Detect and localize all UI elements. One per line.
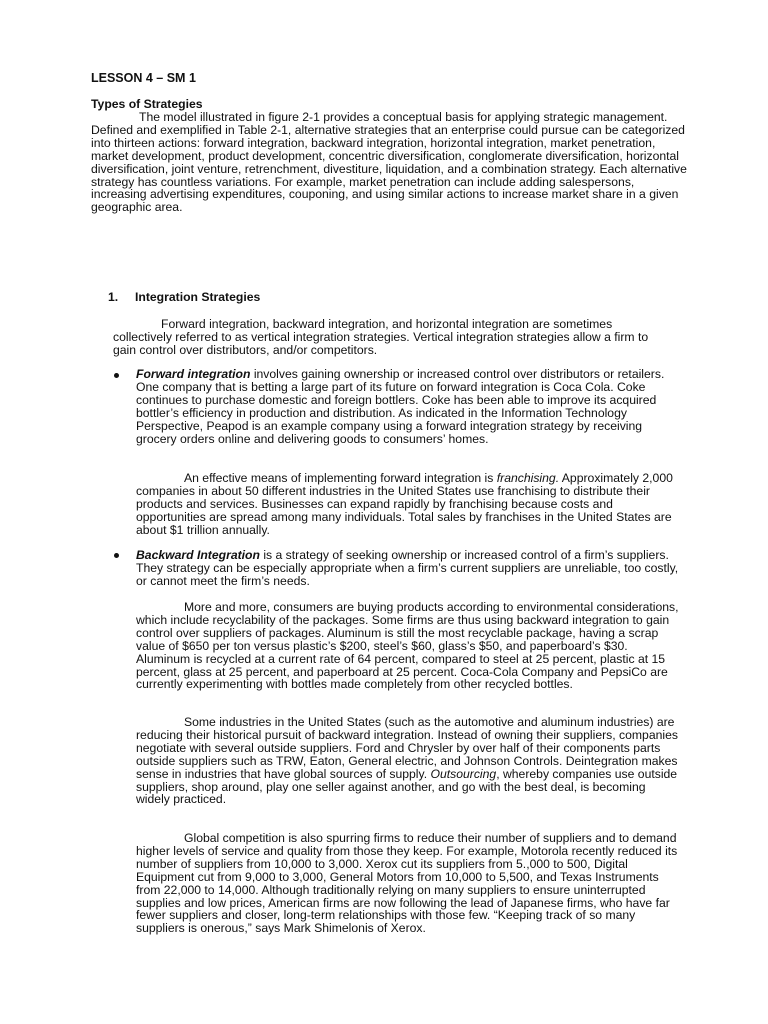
- bullet-dot: [114, 553, 119, 558]
- forward-integration-body: involves gaining ownership or increased control over distributors or retailers. One company that is betting a large part of its future on forward integration is Coca Cola. Coke continues to purchase domestic and foreign bottlers. Coke has been able to improve its acquired bottler’s efficiency in production and distribution. As indicated in the Information Technology Perspective, Peapod is an example company using a forward integration strategy by receiving grocery orders online and delivering goods to consumers’ homes.: [136, 367, 665, 446]
- franchising-pre: An effective means of implementing forward integration is: [184, 471, 497, 485]
- bullet-dot: [114, 373, 119, 378]
- types-paragraph: [91, 111, 687, 214]
- franchising-term: franchising.: [496, 471, 560, 485]
- recyclability-paragraph: [136, 601, 682, 691]
- recyclability-text: More and more, consumers are buying products according to environmental considerations, which include recyclability of the packages. Some firms are thus using backward integration to gain control over suppliers of packages. Aluminum is still the most recyclable package, having a scrap value of $650 per ton versus plastic’s $200, steel’s $60, glass’s $50, and paperboard’s $30. Aluminum is recycled at a current rate of 64 percent, compared to steel at 25 percent, plastic at 15 percent, glass at 25 percent, and paperboard at 25 percent. Coca-Cola Company and PepsiCo are currently experimenting with bottles made completely from other recycled bottles.: [136, 600, 679, 692]
- forward-integration-paragraph: [136, 368, 682, 445]
- integration-heading: [108, 291, 260, 304]
- backward-integration-body: is a strategy of seeking ownership or increased control of a firm’s suppliers. They strategy can be especially appropriate when a firm’s current suppliers are unreliable, too costly, or cannot meet the firm’s needs.: [136, 548, 679, 588]
- franchising-paragraph: [136, 472, 682, 537]
- deintegration-post: , whereby companies use outside suppliers, shop around, play one seller against another, and go with the best deal, is becoming widely practiced.: [136, 766, 678, 807]
- types-heading: Types of Strategies: [91, 97, 203, 111]
- outsourcing-term: Outsourcing: [430, 766, 497, 781]
- global-competition-text: Global competition is also spurring firms to reduce their number of suppliers and to demand higher levels of service and quality from those they keep. For example, Motorola recently reduced its number of suppliers from 10,000 to 3,000. Xerox cut its suppliers from 5.,000 to 500, Digital Equipment cut from 9,000 to 3,000, General Motors from 10,000 to 5,500, and Texas Instruments from 22,000 to 14,000. Although traditionally relying on many suppliers to ensure uninterrupted supplies and low prices, American firms are now following the lead of Japanese firms, who have far fewer suppliers and closer, long-term relationships with those few. “Keeping track of so many suppliers is onerous,” says Mark Shimelonis of Xerox.: [136, 831, 678, 936]
- section-title: Integration Strategies: [135, 290, 261, 304]
- forward-integration-term: Forward integration: [136, 367, 251, 381]
- global-competition-paragraph: [136, 832, 682, 935]
- franchising-post: Approximately 2,000 companies in about 50 different industries in the United States use franchising to distribute their products and services. Businesses can expand rapidly by franchising because costs and opportunities are spread among many individuals. Total sales by franchises in the United States are about $1 trillion annually.: [136, 471, 673, 537]
- integration-intro-text: Forward integration, backward integration, and horizontal integration are sometimes collectively referred to as vertical integration strategies. Vertical integration strategies allow a firm to gain control over distributors, and/or competitors.: [113, 317, 649, 357]
- types-body: The model illustrated in figure 2-1 provides a conceptual basis for applying strategic management. Defined and exemplified in Table 2-1, alternative strategies that an enterprise could pursue can be categorized into thirteen actions: forward integration, backward integration, horizontal integration, market penetration, market development, product development, concentric diversification, conglomerate diversification, horizontal diversification, joint venture, retrenchment, divestiture, liquidation, and a combination strategy. Each alternative strategy has countless variations. For example, market penetration can include adding salespersons, increasing advertising expenditures, couponing, and using similar actions to increase market share in a given geographic area.: [91, 110, 687, 215]
- lesson-title: LESSON 4 – SM 1: [91, 71, 196, 85]
- integration-intro: [113, 318, 673, 357]
- deintegration-pre: Some industries in the United States (such as the automotive and aluminum industries) are reducing their historical pursuit of backward integration. Instead of owning their suppliers, companies negotiate with several outside suppliers. Ford and Chrysler by over half of their components parts outside suppliers such as TRW, Eaton, General electric, and Johnson Controls. Deintegration makes sense in industries that have global sources of supply.: [136, 715, 678, 781]
- section-number: 1.: [108, 290, 119, 304]
- backward-integration-term: Backward Integration: [136, 548, 260, 562]
- backward-integration-paragraph: [136, 549, 682, 588]
- deintegration-paragraph: [136, 716, 682, 806]
